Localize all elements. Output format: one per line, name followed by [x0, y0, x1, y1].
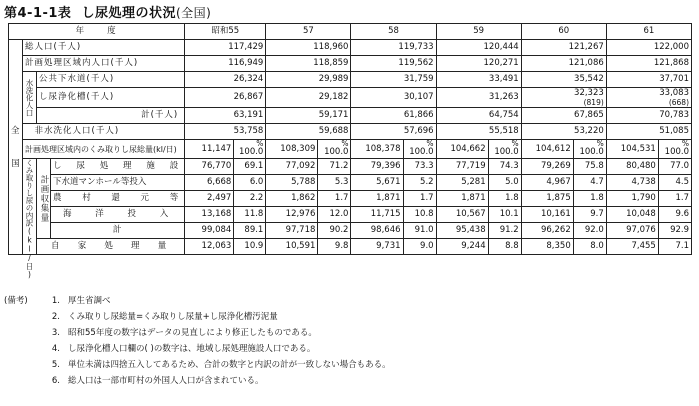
- cell-pct: 4.5: [658, 175, 691, 191]
- percent-sign: %: [596, 139, 604, 148]
- cell-value: 59,171: [266, 108, 351, 124]
- cell-pct: 77.0: [658, 159, 691, 175]
- cell-value: 95,438: [436, 223, 488, 239]
- note-item: [4, 293, 391, 309]
- row-label: 計画処理区域内人口(千人): [23, 56, 185, 72]
- cell-value: 79,396: [351, 159, 403, 175]
- cell-pct: 8.0: [573, 239, 606, 255]
- cell-value: 121,267: [521, 40, 606, 56]
- regional-pop: (819): [583, 98, 604, 107]
- cell-value: [606, 88, 691, 108]
- cell-pct: 1.8: [573, 191, 606, 207]
- cell-value: 1,862: [266, 191, 318, 207]
- pct-value: 100.0: [579, 147, 604, 157]
- cell-value: 31,759: [351, 72, 436, 88]
- cell-value: 67,865: [521, 108, 606, 124]
- cell-pct: 10.9: [234, 239, 266, 255]
- cell-value: 104,612: [521, 140, 573, 159]
- year-header: 昭和55: [185, 24, 266, 40]
- note-text: 総人口は一部市町村の外国人人口が含まれている。: [68, 376, 264, 386]
- cell-value: 57,696: [351, 124, 436, 140]
- cell-value: 12,063: [185, 239, 234, 255]
- keikaku-group: 計画収集量: [37, 159, 51, 239]
- cell-value: 76,770: [185, 159, 234, 175]
- cell-value: 10,048: [606, 207, 658, 223]
- cell-value: 12,976: [266, 207, 318, 223]
- note-text: 単位未満は四捨五入してあるため、合計の数字と内訳の計が一致しない場合もある。: [68, 360, 391, 370]
- cell-value: [521, 88, 606, 108]
- cell-value: 37,701: [606, 72, 691, 88]
- cell-value: 5,788: [266, 175, 318, 191]
- pct-value: 100.0: [324, 147, 349, 157]
- cell-value: 1,871: [436, 191, 488, 207]
- row-label: 計: [51, 223, 185, 239]
- note-number: 5.: [51, 360, 60, 370]
- table-number: 第4-1-1表: [4, 6, 72, 21]
- cell-pct: 7.1: [658, 239, 691, 255]
- cell-value: 4,967: [521, 175, 573, 191]
- cell-pct: 91.2: [488, 223, 521, 239]
- cell-value: 80,480: [606, 159, 658, 175]
- cell-pct: [658, 140, 691, 159]
- table-row: [9, 72, 692, 88]
- cell-value: 77,092: [266, 159, 318, 175]
- cell-value: 96,262: [521, 223, 573, 239]
- cell-pct: 9.7: [573, 207, 606, 223]
- cell-value: 61,866: [351, 108, 436, 124]
- year-header: 57: [266, 24, 351, 40]
- cell-pct: 5.3: [318, 175, 351, 191]
- cell-value: 55,518: [436, 124, 521, 140]
- side-country-label: 国: [11, 158, 20, 169]
- cell-value: 26,867: [185, 88, 266, 108]
- cell-pct: 10.8: [403, 207, 436, 223]
- cell-value: 30,107: [351, 88, 436, 108]
- cell-value: 59,688: [266, 124, 351, 140]
- note-text: 昭和55年度の数字はデータの見直しにより修正したものである。: [68, 328, 317, 338]
- cell-value: 4,738: [606, 175, 658, 191]
- cell-pct: 1.8: [488, 191, 521, 207]
- cell-value: 10,591: [266, 239, 318, 255]
- cell-pct: 92.0: [573, 223, 606, 239]
- cell-pct: 91.0: [403, 223, 436, 239]
- note-text: し尿浄化槽人口欄の( )の数字は、地域し尿処理施設人口である。: [68, 344, 316, 354]
- nonflush-label: 非水洗化人口(千人): [34, 126, 120, 136]
- row-label: 下水道マンホール等投入: [51, 175, 185, 191]
- cell-pct: 5.0: [488, 175, 521, 191]
- header-corner: 年 度: [9, 24, 185, 40]
- pct-value: 100.0: [494, 147, 519, 157]
- side-all-cell: [9, 40, 23, 159]
- cell-value: 9,731: [351, 239, 403, 255]
- row-label: 計(千人): [37, 108, 185, 124]
- cell-value: 29,182: [266, 88, 351, 108]
- cell-pct: [488, 140, 521, 159]
- table-row: [9, 56, 692, 72]
- cell-pct: 2.2: [234, 191, 266, 207]
- table-row: [9, 40, 692, 56]
- cell-pct: 75.8: [573, 159, 606, 175]
- row-label: し尿処理施設: [51, 159, 185, 175]
- cell-value: 116,949: [185, 56, 266, 72]
- year-header: 58: [351, 24, 436, 40]
- cell-value: 108,309: [266, 140, 318, 159]
- cell-value: 77,719: [436, 159, 488, 175]
- percent-sign: %: [426, 139, 434, 148]
- table-row: [9, 88, 692, 108]
- note-text: 厚生省調べ: [68, 296, 111, 306]
- cell-value: 118,859: [266, 56, 351, 72]
- cell-value: 10,567: [436, 207, 488, 223]
- cell-pct: 12.0: [318, 207, 351, 223]
- cell-value: 9,244: [436, 239, 488, 255]
- notes: [4, 293, 391, 389]
- table-row: [9, 140, 692, 159]
- cell-value: 99,084: [185, 223, 234, 239]
- note-number: 2.: [51, 312, 60, 322]
- cell-value: 97,718: [266, 223, 318, 239]
- cell-value: 79,269: [521, 159, 573, 175]
- cell-pct: 9.6: [658, 207, 691, 223]
- pct-value: 100.0: [409, 147, 434, 157]
- cell-pct: 4.7: [573, 175, 606, 191]
- row-label: 自家処理量: [37, 239, 185, 255]
- cell-pct: 1.7: [318, 191, 351, 207]
- row-label: [11, 124, 185, 140]
- table-row: [9, 223, 692, 239]
- cell-value: 117,429: [185, 40, 266, 56]
- cell-value: 53,758: [185, 124, 266, 140]
- cell-pct: [573, 140, 606, 159]
- cell-value: 120,444: [436, 40, 521, 56]
- cell-pct: 10.1: [488, 207, 521, 223]
- table-row: [9, 207, 692, 223]
- note-item: [4, 309, 391, 325]
- cell-value: 97,076: [606, 223, 658, 239]
- row-label: 農村還元等: [51, 191, 185, 207]
- cell-pct: 1.7: [403, 191, 436, 207]
- cell-value: 10,161: [521, 207, 573, 223]
- side-all-label: 全: [11, 126, 21, 136]
- cell-value: 5,671: [351, 175, 403, 191]
- percent-sign: %: [341, 139, 349, 148]
- cell-value: 7,455: [606, 239, 658, 255]
- cell-pct: 74.3: [488, 159, 521, 175]
- pct-value: 100.0: [664, 147, 689, 157]
- cell-value: 1,790: [606, 191, 658, 207]
- cell-value: 1,871: [351, 191, 403, 207]
- table-row: [9, 175, 692, 191]
- cell-pct: 92.9: [658, 223, 691, 239]
- cell-pct: 1.7: [658, 191, 691, 207]
- cell-value: 11,147: [185, 140, 234, 159]
- row-label: 公共下水道(千人): [37, 72, 185, 88]
- cell-value: 64,754: [436, 108, 521, 124]
- note-number: 1.: [51, 296, 60, 306]
- note-text: くみ取りし尿総量=くみ取りし尿量+し尿浄化槽汚泥量: [68, 312, 278, 322]
- table-row: [9, 159, 692, 175]
- notes-head: (備考): [4, 296, 28, 306]
- cell-value: 70,783: [606, 108, 691, 124]
- note-number: 3.: [51, 328, 60, 338]
- table-subject: し尿処理の状況: [81, 6, 176, 21]
- table-scope: (全国): [175, 6, 212, 20]
- side-country-cell: [9, 159, 23, 255]
- percent-sign: %: [256, 139, 264, 148]
- note-number: 4.: [51, 344, 60, 354]
- cell-value: 98,646: [351, 223, 403, 239]
- table-row: [9, 108, 692, 124]
- cell-pct: 8.8: [488, 239, 521, 255]
- table-row: [9, 191, 692, 207]
- cell-value: 119,733: [351, 40, 436, 56]
- table-row: [9, 239, 692, 255]
- cell-pct: 6.0: [234, 175, 266, 191]
- cell-value: 5,281: [436, 175, 488, 191]
- cell-value: 121,868: [606, 56, 691, 72]
- cell-pct: 89.1: [234, 223, 266, 239]
- cell-value: 121,086: [521, 56, 606, 72]
- cell-pct: 9.0: [403, 239, 436, 255]
- table-title: [4, 2, 211, 21]
- flush-pop-group: 水洗化人口: [23, 72, 37, 124]
- row-label: 計画処理区域内のくみ取りし尿総量(kl/日): [23, 140, 185, 159]
- cell-pct: [318, 140, 351, 159]
- cell-pct: 9.8: [318, 239, 351, 255]
- cell-value: 1,875: [521, 191, 573, 207]
- year-header: 59: [436, 24, 521, 40]
- cell-value: 13,168: [185, 207, 234, 223]
- row-label: 総人口(千人): [23, 40, 185, 56]
- note-item: [4, 357, 391, 373]
- data-table: [8, 23, 692, 279]
- row-label: 海洋投入: [51, 207, 185, 223]
- cell-pct: [403, 140, 436, 159]
- table-row: [9, 124, 692, 140]
- cell-value: 35,542: [521, 72, 606, 88]
- cell-value: 11,715: [351, 207, 403, 223]
- note-item: [4, 341, 391, 357]
- cell-pct: [234, 140, 266, 159]
- note-item: [4, 373, 391, 389]
- cell-value: 108,378: [351, 140, 403, 159]
- cell-pct: 11.8: [234, 207, 266, 223]
- regional-pop: (668): [668, 98, 689, 107]
- percent-sign: %: [511, 139, 519, 148]
- cell-value: 29,989: [266, 72, 351, 88]
- pct-value: 100.0: [239, 147, 264, 157]
- cell-value: 31,263: [436, 88, 521, 108]
- cell-value: 122,000: [606, 40, 691, 56]
- cell-value: 119,562: [351, 56, 436, 72]
- row-label: し尿浄化槽(千人): [37, 88, 185, 108]
- cell-value: 51,085: [606, 124, 691, 140]
- septic-value: 33,083: [659, 88, 689, 98]
- cell-value: 118,960: [266, 40, 351, 56]
- header-row: [9, 24, 692, 40]
- cell-value: 6,668: [185, 175, 234, 191]
- cell-pct: 90.2: [318, 223, 351, 239]
- note-number: 6.: [51, 376, 60, 386]
- cell-pct: 5.2: [403, 175, 436, 191]
- note-item: [4, 325, 391, 341]
- septic-value: 32,323: [574, 88, 604, 98]
- year-header: 60: [521, 24, 606, 40]
- cell-value: 120,271: [436, 56, 521, 72]
- cell-value: 26,324: [185, 72, 266, 88]
- cell-value: 104,531: [606, 140, 658, 159]
- cell-value: 2,497: [185, 191, 234, 207]
- cell-value: 63,191: [185, 108, 266, 124]
- cell-value: 104,662: [436, 140, 488, 159]
- percent-sign: %: [681, 139, 689, 148]
- year-header: 61: [606, 24, 691, 40]
- cell-pct: 69.1: [234, 159, 266, 175]
- cell-pct: 71.2: [318, 159, 351, 175]
- cell-value: 53,220: [521, 124, 606, 140]
- cell-value: 8,350: [521, 239, 573, 255]
- cell-pct: 73.3: [403, 159, 436, 175]
- cell-value: 33,491: [436, 72, 521, 88]
- kumitori-group: くみ取りし尿の内訳(kl/日): [23, 159, 37, 255]
